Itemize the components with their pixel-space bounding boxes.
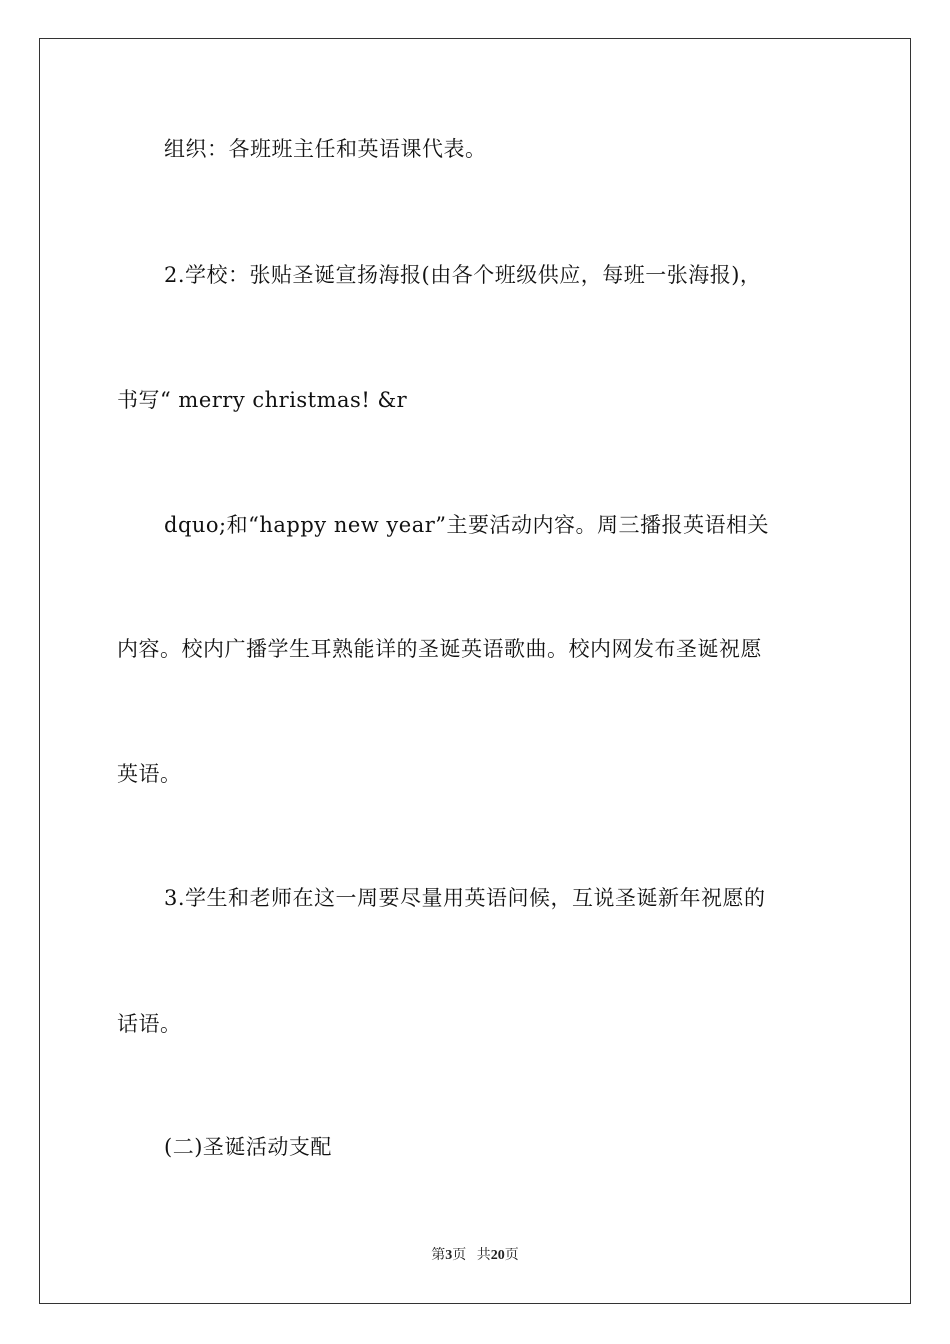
footer-total-pages: 20 — [490, 1248, 505, 1263]
footer-page-suffix: 页 — [452, 1248, 467, 1263]
paragraph-line: 组织：各班班主任和英语课代表。 — [164, 137, 487, 161]
footer-total-suffix: 页 — [504, 1248, 519, 1263]
paragraph-line: 2.学校：张贴圣诞宣扬海报(由各个班级供应，每班一张海报)， — [164, 263, 762, 287]
footer-page-number: 3 — [445, 1248, 453, 1263]
paragraph-line: 话语。 — [117, 1012, 182, 1036]
paragraph-line: 英语。 — [117, 762, 182, 786]
page-footer — [0, 1247, 950, 1265]
paragraph-line: 书写“ merry christmas! &r — [117, 388, 408, 412]
paragraph-line: 内容。校内广播学生耳熟能详的圣诞英语歌曲。校内网发布圣诞祝愿 — [117, 637, 762, 661]
paragraph-line: dquo;和“happy new year”主要活动内容。周三播报英语相关 — [164, 513, 770, 537]
footer-page-prefix: 第 — [431, 1248, 446, 1263]
section-heading: (二)圣诞活动支配 — [164, 1135, 332, 1159]
footer-total-prefix: 共 — [476, 1248, 491, 1263]
page-border — [39, 38, 911, 1304]
paragraph-line: 3.学生和老师在这一周要尽量用英语问候，互说圣诞新年祝愿的 — [164, 886, 766, 910]
